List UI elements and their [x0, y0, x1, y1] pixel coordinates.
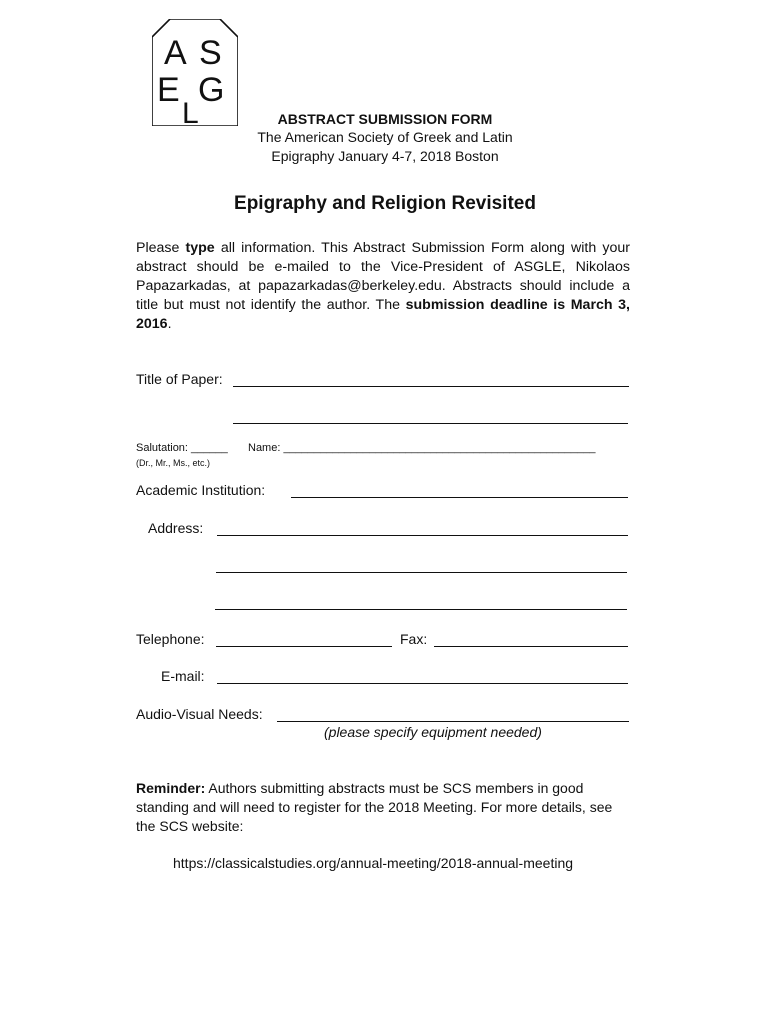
reminder-label: Reminder:	[136, 780, 206, 796]
fax-field-line[interactable]	[434, 646, 628, 647]
intro-deadline: submission deadline is March 3, 2016	[136, 297, 630, 332]
logo-letter-g: G	[198, 71, 225, 109]
scs-website-link[interactable]: https://classicalstudies.org/annual-meeting/2018-annual-meeting	[173, 855, 574, 871]
av-needs-field-line[interactable]	[277, 721, 629, 722]
title-label: Title of Paper:	[136, 371, 223, 387]
intro-text-1: Please	[136, 240, 186, 256]
telephone-field-line[interactable]	[216, 646, 392, 647]
theme-title: Epigraphy and Religion Revisited	[234, 193, 536, 214]
intro-text-3: .	[167, 316, 172, 332]
society-name: The American Society of Greek and Latin	[257, 129, 513, 145]
title-field-line-1[interactable]	[233, 386, 629, 387]
event-info: Epigraphy January 4-7, 2018 Boston	[271, 148, 499, 164]
salutation-hint: (Dr., Mr., Ms., etc.)	[136, 458, 210, 468]
institution-field-line[interactable]	[291, 497, 628, 498]
address-field-line-1[interactable]	[217, 535, 628, 536]
av-needs-hint: (please specify equipment needed)	[324, 724, 542, 740]
address-field-line-2[interactable]	[216, 572, 627, 573]
logo-letter-s: S	[199, 34, 222, 72]
title-field-line-2[interactable]	[233, 423, 628, 424]
reminder-text: Authors submitting abstracts must be SCS members in good standing and will need to register for the 2018 Meeting. For more details, see the SCS website:	[136, 780, 613, 834]
name-label: Name: ___________________________________________________	[248, 442, 596, 454]
salutation-label: Salutation: ______	[136, 442, 228, 454]
intro-text-2: all information. This Abstract Submission Form along with your abstract should be e-mailed to the Vice-President of ASGLE, Nikolaos Papazarkadas, at papazarkadas@berkeley.edu. Abstracts should include a title but must not identify the author. The	[136, 240, 630, 313]
email-label: E-mail:	[161, 668, 205, 684]
av-needs-label: Audio-Visual Needs:	[136, 706, 263, 722]
address-field-line-3[interactable]	[215, 609, 627, 610]
telephone-label: Telephone:	[136, 631, 205, 647]
form-title: ABSTRACT SUBMISSION FORM	[277, 111, 493, 127]
address-label: Address:	[148, 520, 204, 536]
email-field-line[interactable]	[217, 683, 628, 684]
logo-letter-l: L	[182, 97, 199, 126]
instructions-paragraph	[136, 239, 630, 334]
intro-emphasis-type: type	[185, 240, 215, 256]
institution-label: Academic Institution:	[136, 482, 266, 498]
logo-letter-a: A	[164, 34, 187, 72]
logo-letter-e: E	[157, 71, 180, 109]
fax-label: Fax:	[400, 631, 428, 647]
reminder-paragraph	[136, 779, 632, 836]
asgle-logo	[152, 19, 238, 126]
